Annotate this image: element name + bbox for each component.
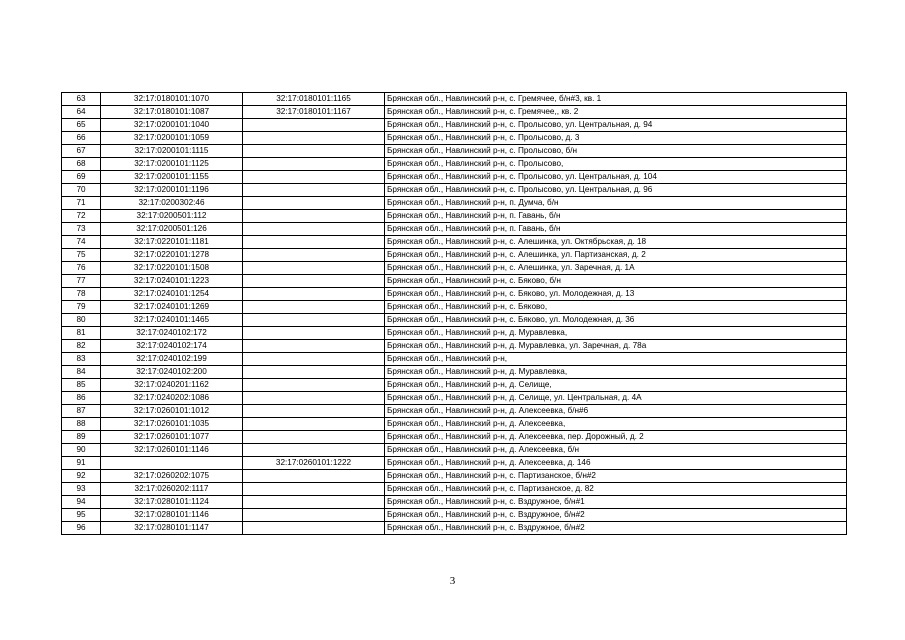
table-row xyxy=(62,340,847,353)
address-cell: Брянская обл., Навлинский р-н, с. Вздружное, б/н#1 xyxy=(385,496,847,509)
table-row xyxy=(62,496,847,509)
address-cell: Брянская обл., Навлинский р-н, д. Алексеевка, д. 146 xyxy=(385,457,847,470)
cadastral-number-cell: 32:17:0200101:1196 xyxy=(101,184,243,197)
address-cell: Брянская обл., Навлинский р-н, с. Пролысово, xyxy=(385,158,847,171)
linked-cadastral-number-cell xyxy=(243,184,385,197)
row-number-cell: 91 xyxy=(62,457,101,470)
table-row xyxy=(62,509,847,522)
row-number-cell: 86 xyxy=(62,392,101,405)
address-cell: Брянская обл., Навлинский р-н, с. Партизанское, б/н#2 xyxy=(385,470,847,483)
cadastral-number-cell: 32:17:0280101:1146 xyxy=(101,509,243,522)
table-row xyxy=(62,522,847,535)
linked-cadastral-number-cell xyxy=(243,171,385,184)
table-row xyxy=(62,392,847,405)
address-cell: Брянская обл., Навлинский р-н, с. Гремячее, б/н#3, кв. 1 xyxy=(385,93,847,106)
row-number-cell: 81 xyxy=(62,327,101,340)
address-cell: Брянская обл., Навлинский р-н, п. Гавань, б/н xyxy=(385,210,847,223)
row-number-cell: 76 xyxy=(62,262,101,275)
table-row xyxy=(62,184,847,197)
linked-cadastral-number-cell: 32:17:0180101:1165 xyxy=(243,93,385,106)
table-row xyxy=(62,145,847,158)
address-cell: Брянская обл., Навлинский р-н, с. Бяково, ул. Молодежная, д. 13 xyxy=(385,288,847,301)
cadastral-table xyxy=(61,92,847,535)
row-number-cell: 84 xyxy=(62,366,101,379)
cadastral-number-cell: 32:17:0240201:1162 xyxy=(101,379,243,392)
address-cell: Брянская обл., Навлинский р-н, с. Алешинка, ул. Партизанская, д. 2 xyxy=(385,249,847,262)
table-row xyxy=(62,158,847,171)
cadastral-number-cell: 32:17:0240101:1223 xyxy=(101,275,243,288)
address-cell: Брянская обл., Навлинский р-н, п. Думча, б/н xyxy=(385,197,847,210)
row-number-cell: 74 xyxy=(62,236,101,249)
linked-cadastral-number-cell xyxy=(243,470,385,483)
linked-cadastral-number-cell xyxy=(243,496,385,509)
row-number-cell: 69 xyxy=(62,171,101,184)
table-row xyxy=(62,262,847,275)
table-row xyxy=(62,353,847,366)
cadastral-number-cell: 32:17:0200501:126 xyxy=(101,223,243,236)
table-row xyxy=(62,431,847,444)
address-cell: Брянская обл., Навлинский р-н, с. Пролысово, ул. Центральная, д. 96 xyxy=(385,184,847,197)
cadastral-number-cell: 32:17:0200101:1059 xyxy=(101,132,243,145)
row-number-cell: 80 xyxy=(62,314,101,327)
linked-cadastral-number-cell xyxy=(243,483,385,496)
table-row xyxy=(62,379,847,392)
address-cell: Брянская обл., Навлинский р-н, п. Гавань, б/н xyxy=(385,223,847,236)
table-row xyxy=(62,236,847,249)
cadastral-number-cell: 32:17:0240202:1086 xyxy=(101,392,243,405)
cadastral-number-cell: 32:17:0260101:1146 xyxy=(101,444,243,457)
address-cell: Брянская обл., Навлинский р-н, с. Вздружное, б/н#2 xyxy=(385,509,847,522)
row-number-cell: 67 xyxy=(62,145,101,158)
row-number-cell: 88 xyxy=(62,418,101,431)
row-number-cell: 90 xyxy=(62,444,101,457)
address-cell: Брянская обл., Навлинский р-н, д. Алексеевка, б/н xyxy=(385,444,847,457)
row-number-cell: 93 xyxy=(62,483,101,496)
address-cell: Брянская обл., Навлинский р-н, д. Селище, xyxy=(385,379,847,392)
address-cell: Брянская обл., Навлинский р-н, д. Муравлевка, ул. Заречная, д. 78а xyxy=(385,340,847,353)
row-number-cell: 96 xyxy=(62,522,101,535)
table-row xyxy=(62,106,847,119)
linked-cadastral-number-cell xyxy=(243,197,385,210)
row-number-cell: 89 xyxy=(62,431,101,444)
linked-cadastral-number-cell xyxy=(243,288,385,301)
cadastral-number-cell: 32:17:0220101:1508 xyxy=(101,262,243,275)
address-cell: Брянская обл., Навлинский р-н, с. Бяково, ул. Молодежная, д. 36 xyxy=(385,314,847,327)
linked-cadastral-number-cell xyxy=(243,236,385,249)
linked-cadastral-number-cell xyxy=(243,275,385,288)
row-number-cell: 70 xyxy=(62,184,101,197)
cadastral-number-cell: 32:17:0240102:174 xyxy=(101,340,243,353)
address-cell: Брянская обл., Навлинский р-н, д. Муравлевка, xyxy=(385,327,847,340)
table-row xyxy=(62,210,847,223)
address-cell: Брянская обл., Навлинский р-н, с. Бяково, xyxy=(385,301,847,314)
address-cell: Брянская обл., Навлинский р-н, с. Пролысово, ул. Центральная, д. 104 xyxy=(385,171,847,184)
cadastral-number-cell: 32:17:0220101:1278 xyxy=(101,249,243,262)
cadastral-number-cell: 32:17:0220101:1181 xyxy=(101,236,243,249)
page-number: 3 xyxy=(449,575,456,587)
table-row xyxy=(62,405,847,418)
table-row xyxy=(62,249,847,262)
linked-cadastral-number-cell xyxy=(243,366,385,379)
cadastral-number-cell: 32:17:0200101:1125 xyxy=(101,158,243,171)
cadastral-number-cell: 32:17:0260101:1012 xyxy=(101,405,243,418)
row-number-cell: 75 xyxy=(62,249,101,262)
row-number-cell: 64 xyxy=(62,106,101,119)
row-number-cell: 78 xyxy=(62,288,101,301)
linked-cadastral-number-cell xyxy=(243,353,385,366)
row-number-cell: 77 xyxy=(62,275,101,288)
table-row xyxy=(62,132,847,145)
linked-cadastral-number-cell xyxy=(243,340,385,353)
linked-cadastral-number-cell xyxy=(243,210,385,223)
row-number-cell: 79 xyxy=(62,301,101,314)
cadastral-number-cell: 32:17:0260202:1075 xyxy=(101,470,243,483)
linked-cadastral-number-cell xyxy=(243,314,385,327)
address-cell: Брянская обл., Навлинский р-н, с. Алешинка, ул. Октябрьская, д. 18 xyxy=(385,236,847,249)
linked-cadastral-number-cell xyxy=(243,509,385,522)
linked-cadastral-number-cell xyxy=(243,223,385,236)
cadastral-number-cell: 32:17:0260202:1117 xyxy=(101,483,243,496)
row-number-cell: 63 xyxy=(62,93,101,106)
address-cell: Брянская обл., Навлинский р-н, с. Гремячее,, кв. 2 xyxy=(385,106,847,119)
table-row xyxy=(62,275,847,288)
row-number-cell: 66 xyxy=(62,132,101,145)
linked-cadastral-number-cell xyxy=(243,327,385,340)
cadastral-number-cell: 32:17:0240102:199 xyxy=(101,353,243,366)
row-number-cell: 92 xyxy=(62,470,101,483)
row-number-cell: 83 xyxy=(62,353,101,366)
cadastral-number-cell: 32:17:0200501:112 xyxy=(101,210,243,223)
row-number-cell: 71 xyxy=(62,197,101,210)
cadastral-number-cell: 32:17:0280101:1147 xyxy=(101,522,243,535)
cadastral-number-cell: 32:17:0240102:172 xyxy=(101,327,243,340)
address-cell: Брянская обл., Навлинский р-н, с. Алешинка, ул. Заречная, д. 1А xyxy=(385,262,847,275)
cadastral-number-cell: 32:17:0240101:1254 xyxy=(101,288,243,301)
row-number-cell: 65 xyxy=(62,119,101,132)
row-number-cell: 94 xyxy=(62,496,101,509)
row-number-cell: 73 xyxy=(62,223,101,236)
table-row xyxy=(62,171,847,184)
table-row xyxy=(62,327,847,340)
table-row xyxy=(62,470,847,483)
cadastral-number-cell: 32:17:0200101:1155 xyxy=(101,171,243,184)
cadastral-number-cell: 32:17:0240102:200 xyxy=(101,366,243,379)
linked-cadastral-number-cell xyxy=(243,522,385,535)
address-cell: Брянская обл., Навлинский р-н, д. Алексеевка, xyxy=(385,418,847,431)
cadastral-number-cell xyxy=(101,457,243,470)
row-number-cell: 85 xyxy=(62,379,101,392)
cadastral-number-cell: 32:17:0200101:1115 xyxy=(101,145,243,158)
linked-cadastral-number-cell xyxy=(243,249,385,262)
row-number-cell: 68 xyxy=(62,158,101,171)
table-row xyxy=(62,93,847,106)
table-row xyxy=(62,457,847,470)
cadastral-number-cell: 32:17:0200302:46 xyxy=(101,197,243,210)
linked-cadastral-number-cell xyxy=(243,262,385,275)
table-row xyxy=(62,119,847,132)
linked-cadastral-number-cell xyxy=(243,132,385,145)
table-row xyxy=(62,314,847,327)
table-row xyxy=(62,418,847,431)
table-row xyxy=(62,288,847,301)
linked-cadastral-number-cell: 32:17:0180101:1167 xyxy=(243,106,385,119)
table-row xyxy=(62,301,847,314)
address-cell: Брянская обл., Навлинский р-н, с. Бяково, б/н xyxy=(385,275,847,288)
row-number-cell: 72 xyxy=(62,210,101,223)
cadastral-number-cell: 32:17:0180101:1070 xyxy=(101,93,243,106)
cadastral-number-cell: 32:17:0240101:1465 xyxy=(101,314,243,327)
linked-cadastral-number-cell xyxy=(243,444,385,457)
cadastral-number-cell: 32:17:0260101:1035 xyxy=(101,418,243,431)
linked-cadastral-number-cell xyxy=(243,418,385,431)
cadastral-number-cell: 32:17:0180101:1087 xyxy=(101,106,243,119)
linked-cadastral-number-cell: 32:17:0260101:1222 xyxy=(243,457,385,470)
linked-cadastral-number-cell xyxy=(243,405,385,418)
address-cell: Брянская обл., Навлинский р-н, с. Вздружное, б/н#2 xyxy=(385,522,847,535)
address-cell: Брянская обл., Навлинский р-н, с. Партизанское, д. 82 xyxy=(385,483,847,496)
cadastral-number-cell: 32:17:0200101:1040 xyxy=(101,119,243,132)
cadastral-number-cell: 32:17:0260101:1077 xyxy=(101,431,243,444)
address-cell: Брянская обл., Навлинский р-н, с. Пролысово, ул. Центральная, д. 94 xyxy=(385,119,847,132)
row-number-cell: 82 xyxy=(62,340,101,353)
table-row xyxy=(62,483,847,496)
linked-cadastral-number-cell xyxy=(243,145,385,158)
table-row xyxy=(62,223,847,236)
row-number-cell: 95 xyxy=(62,509,101,522)
linked-cadastral-number-cell xyxy=(243,158,385,171)
address-cell: Брянская обл., Навлинский р-н, д. Алексеевка, б/н#6 xyxy=(385,405,847,418)
cadastral-number-cell: 32:17:0240101:1269 xyxy=(101,301,243,314)
address-cell: Брянская обл., Навлинский р-н, д. Муравлевка, xyxy=(385,366,847,379)
linked-cadastral-number-cell xyxy=(243,119,385,132)
cadastral-number-cell: 32:17:0280101:1124 xyxy=(101,496,243,509)
table-row xyxy=(62,366,847,379)
table-body xyxy=(62,93,847,535)
row-number-cell: 87 xyxy=(62,405,101,418)
linked-cadastral-number-cell xyxy=(243,431,385,444)
address-cell: Брянская обл., Навлинский р-н, д. Алексеевка, пер. Дорожный, д. 2 xyxy=(385,431,847,444)
table-row xyxy=(62,444,847,457)
linked-cadastral-number-cell xyxy=(243,392,385,405)
linked-cadastral-number-cell xyxy=(243,301,385,314)
linked-cadastral-number-cell xyxy=(243,379,385,392)
address-cell: Брянская обл., Навлинский р-н, xyxy=(385,353,847,366)
table-row xyxy=(62,197,847,210)
address-cell: Брянская обл., Навлинский р-н, с. Пролысово, д. 3 xyxy=(385,132,847,145)
address-cell: Брянская обл., Навлинский р-н, д. Селище, ул. Центральная, д. 4А xyxy=(385,392,847,405)
address-cell: Брянская обл., Навлинский р-н, с. Пролысово, б/н xyxy=(385,145,847,158)
